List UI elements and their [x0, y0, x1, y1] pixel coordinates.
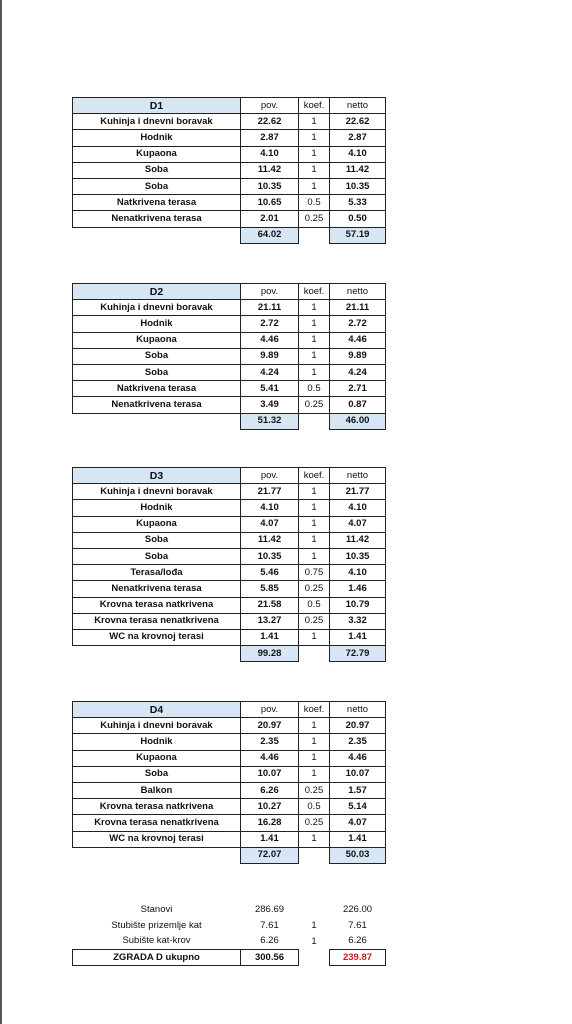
room-netto: 4.10	[330, 500, 386, 516]
room-netto: 11.42	[330, 532, 386, 548]
summary-pov: 7.61	[260, 919, 279, 931]
room-name: Soba	[73, 532, 241, 548]
room-pov: 11.42	[241, 532, 299, 548]
room-pov: 1.41	[241, 629, 299, 645]
room-pov: 2.01	[241, 211, 299, 227]
unit-total-pov: 64.02	[241, 227, 299, 243]
room-pov: 4.10	[241, 500, 299, 516]
room-row	[73, 565, 386, 581]
room-name: Kupaona	[73, 750, 241, 766]
room-row	[73, 211, 386, 227]
room-name: Soba	[73, 548, 241, 564]
room-koef: 1	[299, 532, 330, 548]
unit-total-pov: 72.07	[241, 847, 299, 863]
building-summary-table	[72, 902, 386, 966]
unit-total-netto: 72.79	[330, 646, 386, 662]
room-pov: 10.07	[241, 766, 299, 782]
unit-total-row	[73, 413, 386, 429]
room-row	[73, 484, 386, 500]
room-koef: 1	[299, 348, 330, 364]
room-name: Kuhinja i dnevni boravak	[73, 300, 241, 316]
room-pov: 10.35	[241, 178, 299, 194]
room-netto: 3.32	[330, 613, 386, 629]
room-name: Soba	[73, 178, 241, 194]
unit-name: D1	[73, 98, 241, 114]
header-netto: netto	[330, 702, 386, 718]
room-row	[73, 815, 386, 831]
room-name: Hodnik	[73, 500, 241, 516]
room-row	[73, 597, 386, 613]
room-row	[73, 831, 386, 847]
room-netto: 5.33	[330, 195, 386, 211]
header-koef: koef.	[299, 702, 330, 718]
room-pov: 4.24	[241, 364, 299, 380]
room-netto: 4.46	[330, 332, 386, 348]
room-name: Krovna terasa natkrivena	[73, 799, 241, 815]
room-name: Natkrivena terasa	[73, 381, 241, 397]
room-netto: 2.87	[330, 130, 386, 146]
room-netto: 1.57	[330, 782, 386, 798]
unit-total-netto: 46.00	[330, 413, 386, 429]
summary-pov: 286.69	[254, 904, 285, 916]
room-netto: 4.24	[330, 364, 386, 380]
room-row	[73, 114, 386, 130]
summary-total-spacer	[299, 949, 330, 966]
room-row	[73, 381, 386, 397]
room-pov: 11.42	[241, 162, 299, 178]
room-koef: 1	[299, 332, 330, 348]
room-koef: 1	[299, 162, 330, 178]
summary-koef: 1	[311, 919, 317, 931]
unit-total-pov: 99.28	[241, 646, 299, 662]
room-row	[73, 734, 386, 750]
room-pov: 4.10	[241, 146, 299, 162]
room-row	[73, 195, 386, 211]
room-pov: 5.85	[241, 581, 299, 597]
room-koef: 0.5	[299, 597, 330, 613]
summary-label: Stubište prizemlje kat	[111, 919, 202, 931]
total-spacer	[299, 413, 330, 429]
room-netto: 1.46	[330, 581, 386, 597]
room-netto: 10.79	[330, 597, 386, 613]
header-koef: koef.	[299, 98, 330, 114]
room-pov: 5.41	[241, 381, 299, 397]
room-koef: 1	[299, 114, 330, 130]
unit-table-0	[72, 97, 386, 244]
room-koef: 0.25	[299, 397, 330, 413]
room-koef: 0.25	[299, 581, 330, 597]
unit-total-pov: 51.32	[241, 413, 299, 429]
room-row	[73, 766, 386, 782]
room-pov: 16.28	[241, 815, 299, 831]
room-row	[73, 629, 386, 645]
room-name: WC na krovnoj terasi	[73, 629, 241, 645]
unit-name: D3	[73, 468, 241, 484]
header-pov: pov.	[241, 98, 299, 114]
summary-total-row	[73, 949, 386, 966]
room-name: Hodnik	[73, 316, 241, 332]
room-name: Balkon	[73, 782, 241, 798]
summary-row	[73, 933, 386, 949]
summary-pov: 6.26	[260, 935, 279, 947]
room-row	[73, 300, 386, 316]
room-netto: 0.50	[330, 211, 386, 227]
room-koef: 0.5	[299, 799, 330, 815]
room-name: Krovna terasa natkrivena	[73, 597, 241, 613]
room-koef: 1	[299, 364, 330, 380]
unit-total-row	[73, 847, 386, 863]
total-spacer	[73, 227, 241, 243]
unit-table-1	[72, 283, 386, 430]
room-koef: 1	[299, 766, 330, 782]
room-row	[73, 782, 386, 798]
unit-total-row	[73, 646, 386, 662]
summary-label: Stanovi	[140, 904, 173, 916]
room-netto: 10.35	[330, 548, 386, 564]
room-netto: 4.07	[330, 815, 386, 831]
room-koef: 1	[299, 718, 330, 734]
room-koef: 0.25	[299, 782, 330, 798]
room-pov: 2.35	[241, 734, 299, 750]
room-pov: 5.46	[241, 565, 299, 581]
total-spacer	[299, 847, 330, 863]
room-name: Natkrivena terasa	[73, 195, 241, 211]
room-name: Nenatkrivena terasa	[73, 397, 241, 413]
room-name: Hodnik	[73, 130, 241, 146]
room-name: Terasa/lođa	[73, 565, 241, 581]
header-netto: netto	[330, 284, 386, 300]
room-koef: 0.25	[299, 815, 330, 831]
room-row	[73, 581, 386, 597]
room-koef: 1	[299, 484, 330, 500]
room-name: Krovna terasa nenatkrivena	[73, 815, 241, 831]
room-netto: 5.14	[330, 799, 386, 815]
room-name: Nenatkrivena terasa	[73, 581, 241, 597]
summary-total-pov: 300.56	[241, 949, 299, 966]
room-row	[73, 130, 386, 146]
room-name: Soba	[73, 766, 241, 782]
room-pov: 4.46	[241, 750, 299, 766]
header-koef: koef.	[299, 468, 330, 484]
unit-header-row	[73, 468, 386, 484]
room-name: Kuhinja i dnevni boravak	[73, 484, 241, 500]
room-row	[73, 548, 386, 564]
unit-total-netto: 50.03	[330, 847, 386, 863]
room-pov: 21.11	[241, 300, 299, 316]
room-name: Soba	[73, 348, 241, 364]
room-koef: 1	[299, 629, 330, 645]
summary-row	[73, 902, 386, 918]
room-row	[73, 799, 386, 815]
summary-row	[73, 918, 386, 934]
page-left-border	[0, 0, 2, 1024]
room-name: Kupaona	[73, 332, 241, 348]
unit-table-2	[72, 467, 386, 662]
total-spacer	[299, 227, 330, 243]
unit-header-row	[73, 284, 386, 300]
room-netto: 21.11	[330, 300, 386, 316]
room-netto: 20.97	[330, 718, 386, 734]
room-row	[73, 178, 386, 194]
summary-netto: 6.26	[348, 935, 367, 947]
room-pov: 3.49	[241, 397, 299, 413]
room-netto: 1.41	[330, 831, 386, 847]
room-netto: 22.62	[330, 114, 386, 130]
room-row	[73, 516, 386, 532]
unit-table-3	[72, 701, 386, 864]
room-pov: 13.27	[241, 613, 299, 629]
room-netto: 2.72	[330, 316, 386, 332]
room-netto: 9.89	[330, 348, 386, 364]
room-koef: 0.25	[299, 211, 330, 227]
room-name: Krovna terasa nenatkrivena	[73, 613, 241, 629]
room-row	[73, 364, 386, 380]
room-koef: 1	[299, 831, 330, 847]
room-pov: 20.97	[241, 718, 299, 734]
room-row	[73, 718, 386, 734]
room-koef: 1	[299, 500, 330, 516]
unit-header-row	[73, 702, 386, 718]
room-name: Hodnik	[73, 734, 241, 750]
header-pov: pov.	[241, 702, 299, 718]
room-name: Kupaona	[73, 146, 241, 162]
room-name: Kuhinja i dnevni boravak	[73, 114, 241, 130]
summary-total-label: ZGRADA D ukupno	[73, 949, 241, 966]
summary-koef: 1	[311, 935, 317, 947]
summary-label: Subište kat-krov	[122, 935, 191, 947]
room-koef: 0.5	[299, 195, 330, 211]
room-row	[73, 750, 386, 766]
room-netto: 21.77	[330, 484, 386, 500]
room-name: Nenatkrivena terasa	[73, 211, 241, 227]
room-pov: 21.77	[241, 484, 299, 500]
room-koef: 1	[299, 516, 330, 532]
summary-netto: 7.61	[348, 919, 367, 931]
room-row	[73, 146, 386, 162]
room-pov: 2.87	[241, 130, 299, 146]
room-pov: 10.65	[241, 195, 299, 211]
room-koef: 0.5	[299, 381, 330, 397]
unit-total-netto: 57.19	[330, 227, 386, 243]
total-spacer	[299, 646, 330, 662]
room-row	[73, 500, 386, 516]
room-pov: 10.35	[241, 548, 299, 564]
room-netto: 4.10	[330, 565, 386, 581]
room-netto: 4.07	[330, 516, 386, 532]
room-koef: 1	[299, 300, 330, 316]
total-spacer	[73, 413, 241, 429]
room-row	[73, 532, 386, 548]
room-pov: 22.62	[241, 114, 299, 130]
room-koef: 0.25	[299, 613, 330, 629]
header-pov: pov.	[241, 284, 299, 300]
unit-name: D2	[73, 284, 241, 300]
summary-netto: 226.00	[342, 904, 373, 916]
room-netto: 11.42	[330, 162, 386, 178]
room-name: Soba	[73, 364, 241, 380]
room-pov: 21.58	[241, 597, 299, 613]
total-spacer	[73, 847, 241, 863]
room-netto: 2.71	[330, 381, 386, 397]
room-row	[73, 348, 386, 364]
room-pov: 1.41	[241, 831, 299, 847]
header-pov: pov.	[241, 468, 299, 484]
header-netto: netto	[330, 468, 386, 484]
room-pov: 4.46	[241, 332, 299, 348]
unit-name: D4	[73, 702, 241, 718]
summary-total-netto: 239.87	[330, 949, 386, 966]
room-netto: 10.07	[330, 766, 386, 782]
room-row	[73, 316, 386, 332]
unit-header-row	[73, 98, 386, 114]
room-netto: 10.35	[330, 178, 386, 194]
room-name: Kuhinja i dnevni boravak	[73, 718, 241, 734]
room-netto: 0.87	[330, 397, 386, 413]
room-koef: 1	[299, 130, 330, 146]
room-koef: 0.75	[299, 565, 330, 581]
room-koef: 1	[299, 750, 330, 766]
room-koef: 1	[299, 734, 330, 750]
room-koef: 1	[299, 146, 330, 162]
room-koef: 1	[299, 316, 330, 332]
room-row	[73, 332, 386, 348]
unit-total-row	[73, 227, 386, 243]
room-koef: 1	[299, 548, 330, 564]
summary-koef	[299, 902, 330, 918]
room-pov: 6.26	[241, 782, 299, 798]
room-row	[73, 162, 386, 178]
room-pov: 10.27	[241, 799, 299, 815]
room-koef: 1	[299, 178, 330, 194]
room-netto: 4.46	[330, 750, 386, 766]
room-pov: 2.72	[241, 316, 299, 332]
room-row	[73, 397, 386, 413]
room-row	[73, 613, 386, 629]
room-netto: 2.35	[330, 734, 386, 750]
header-koef: koef.	[299, 284, 330, 300]
room-netto: 4.10	[330, 146, 386, 162]
room-name: Kupaona	[73, 516, 241, 532]
room-pov: 4.07	[241, 516, 299, 532]
room-name: WC na krovnoj terasi	[73, 831, 241, 847]
header-netto: netto	[330, 98, 386, 114]
room-pov: 9.89	[241, 348, 299, 364]
room-netto: 1.41	[330, 629, 386, 645]
room-name: Soba	[73, 162, 241, 178]
total-spacer	[73, 646, 241, 662]
